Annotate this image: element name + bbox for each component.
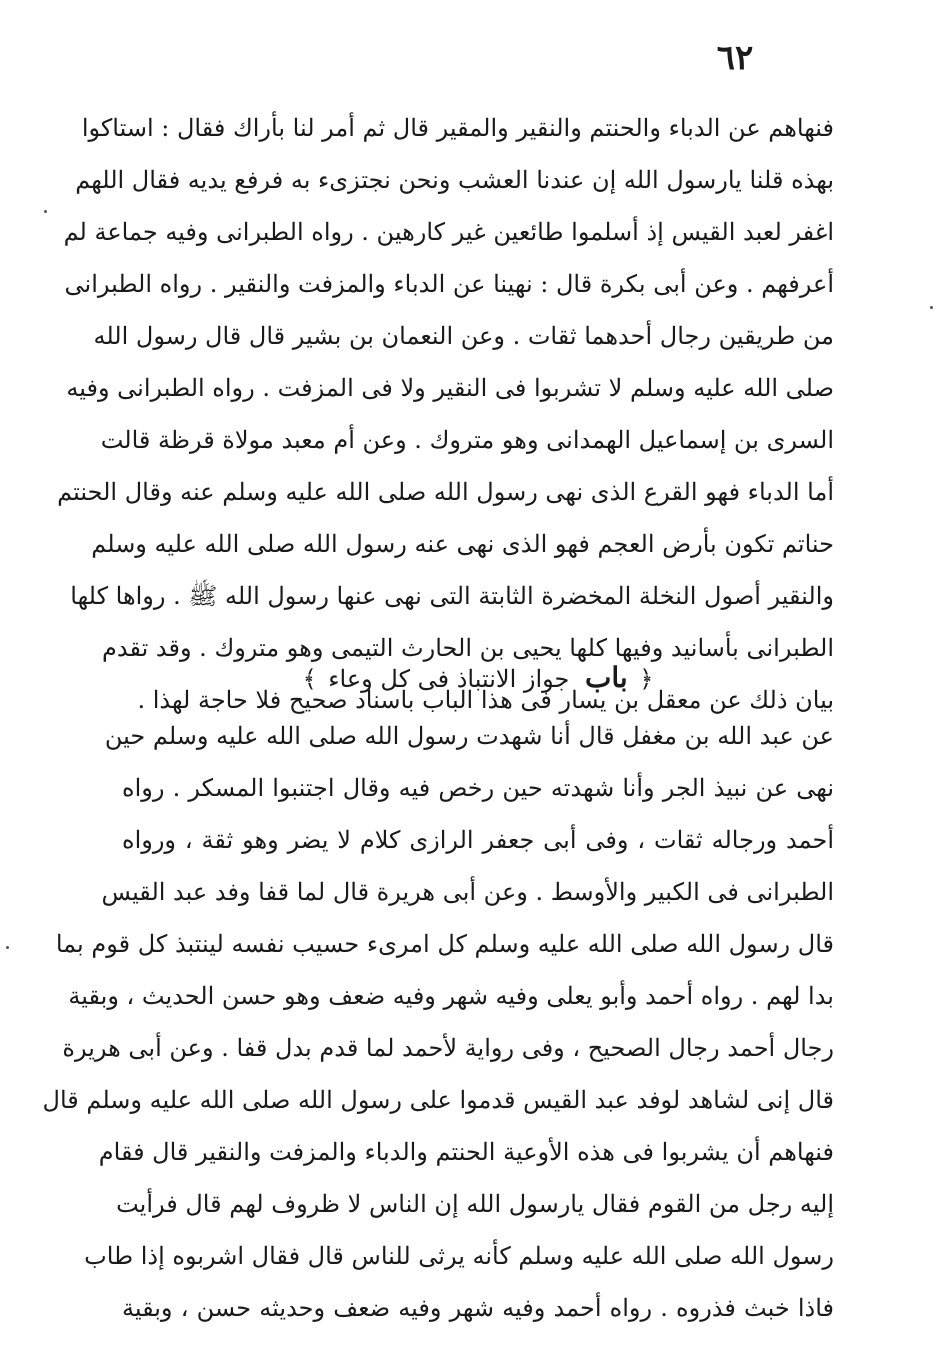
page-number: ٦٢	[716, 38, 754, 78]
text-line: فاذا خبث فذروه . رواه أحمد وفيه شهر وفيه ضعف وحديثه حسن ، وبقية	[122, 1294, 834, 1322]
text-line: والنقير أصول النخلة المخضرة الثابتة التى نهى عنها رسول الله ﷺ . رواها كلها	[70, 582, 834, 610]
text-line: السرى بن إسماعيل الهمدانى وهو متروك . وعن أم معبد مولاة قرظة قالت	[100, 426, 834, 454]
text-line: نهى عن نبيذ الجر وأنا شهدته حين رخص فيه وقال اجتنبوا المسكر . رواه	[122, 774, 835, 802]
heading-bracket-close: ﴾	[302, 665, 317, 693]
text-line: أما الدباء فهو القرع الذى نهى رسول الله صلى الله عليه وسلم عنه وقال الحنتم	[57, 478, 834, 506]
text-block-bottom	[42, 710, 835, 1334]
text-line: قال إنى لشاهد لوفد عبد القيس قدموا على رسول الله صلى الله عليه وسلم قال	[42, 1086, 834, 1114]
text-line: صلى الله عليه وسلم لا تشربوا فى النقير ولا فى المزفت . رواه الطبرانى وفيه	[66, 374, 834, 402]
text-line: الطبرانى فى الكبير والأوسط . وعن أبى هريرة قال لما قفا وفد عبد القيس	[101, 878, 834, 906]
text-line: بدا لهم . رواه أحمد وأبو يعلى وفيه شهر وفيه ضعف وهو حسن الحديث ، وبقية	[68, 982, 834, 1010]
text-line: بهذه قلنا يارسول الله إن عندنا العشب ونحن نجتزىء به فرفع يديه فقال اللهم	[75, 166, 834, 194]
text-line: أعرفهم . وعن أبى بكرة قال : نهينا عن الدباء والمزفت والنقير . رواه الطبرانى	[64, 270, 834, 298]
text-line: من طريقين رجال أحدهما ثقات . وعن النعمان بن بشير قال قال رسول الله	[93, 322, 834, 350]
scan-speck	[44, 210, 47, 213]
text-line: إليه رجل من القوم فقال يارسول الله إن الناس لا ظروف لهم قال فرأيت	[116, 1190, 834, 1218]
heading-bab-label: باب	[585, 661, 628, 694]
text-line: الطبرانى بأسانيد وفيها كلها يحيى بن الحارث التيمى وهو متروك . وقد تقدم	[101, 634, 834, 662]
text-line: رجال أحمد رجال الصحيح ، وفى رواية لأحمد لما قدم بدل قفا . وعن أبى هريرة	[62, 1034, 834, 1062]
text-line: بيان ذلك عن معقل بن يسار فى هذا الباب باسناد صحيح فلا حاجة لهذا .	[137, 686, 834, 714]
chapter-heading	[122, 652, 834, 704]
text-line: حناتم تكون بأرض العجم فهو الذى نهى عنه رسول الله صلى الله عليه وسلم	[91, 530, 834, 558]
text-line: فنهاهم أن يشربوا فى هذه الأوعية الحنتم والدباء والمزفت والنقير قال فقام	[98, 1138, 834, 1166]
text-line: فنهاهم عن الدباء والحنتم والنقير والمقير قال ثم أمر لنا بأراك فقال : استاكوا	[81, 114, 834, 142]
heading-bracket-open: ﴿	[639, 665, 654, 693]
text-line: عن عبد الله بن مغفل قال أنا شهدت رسول الله صلى الله عليه وسلم حين	[104, 722, 834, 750]
text-line: اغفر لعبد القيس إذ أسلموا طائعين غير كارهين . رواه الطبرانى وفيه جماعة لم	[63, 218, 834, 246]
text-line: أحمد ورجاله ثقات ، وفى أبى جعفر الرازى كلام لا يضر وهو ثقة ، ورواه	[122, 826, 834, 854]
text-line: قال رسول الله صلى الله عليه وسلم كل امرىء حسيب نفسه لينتبذ كل قوم بما	[55, 930, 834, 958]
text-block-top	[57, 102, 834, 726]
scan-speck	[6, 946, 9, 949]
text-line: رسول الله صلى الله عليه وسلم كأنه يرثى للناس قال فقال اشربوه إذا طاب	[84, 1242, 834, 1270]
heading-title: جواز الانتباذ فى كل وعاء	[328, 665, 570, 693]
scan-speck	[930, 306, 933, 309]
